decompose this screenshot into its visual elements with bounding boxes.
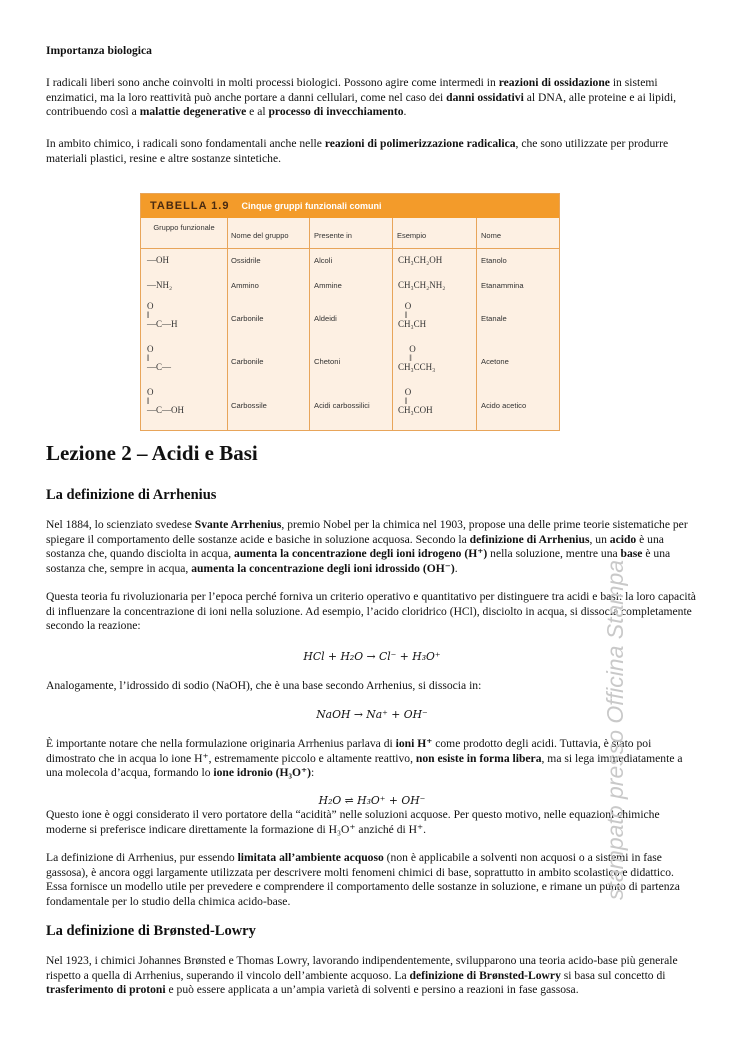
table-row-2-example: CH₃CH₂NH₂	[398, 280, 446, 290]
functional-groups-table	[140, 193, 560, 431]
table-header-group: Gruppo funzionale	[153, 223, 215, 232]
table-row-1-group: —OH	[147, 255, 169, 265]
table-row-4-compound: Acetone	[481, 357, 509, 366]
paragraph-radicali-biologici: I radicali liberi sono anche coinvolti in molti processi biologici. Possono agire come intermedi in reazioni di ossidazione in sistemi enzimatici, ma la loro reattività può anche portare a danni cellulari, come nel caso dei danni ossidativi al DNA, alle proteine e ai lipidi, contribuendo così a malattie degenerative e al processo di invecchiamento.	[46, 76, 677, 119]
section-title-arrhenius: La definizione di Arrhenius	[46, 487, 217, 503]
equation-naoh: NaOH → Na⁺ + OH⁻	[316, 708, 428, 721]
table-row-5-compound: Acido acetico	[481, 401, 527, 410]
table-row-2-present: Ammine	[314, 281, 342, 290]
table-header-name: Nome del gruppo	[231, 231, 289, 240]
table-row-4-present: Chetoni	[314, 357, 341, 366]
lesson-title: Lezione 2 – Acidi e Basi	[46, 441, 258, 465]
equation-water: H₂O ⇌ H₃O⁺ + OH⁻	[318, 794, 426, 807]
table-row-3-compound: Etanale	[481, 314, 507, 323]
table-row-3-example: O ‖ CH₃CH	[398, 301, 427, 329]
table-row-3-name: Carbonile	[231, 314, 264, 323]
paragraph-arrhenius-limits: La definizione di Arrhenius, pur essendo limitata all’ambiente acquoso (non è applicabile a solventi non acquosi o a sistemi in fase gassosa), è ancora oggi largamente utilizzata per descrivere molti fenomeni chimici di base, soprattutto in ambito scolastico e didattico. Essa fornisce un modello utile per prevedere e comprendere il comportamento delle sostanze in soluzione, e rimane un punto di partenza fondamentale per lo studio della chimica acido-base.	[46, 851, 680, 908]
paragraph-naoh: Analogamente, l’idrossido di sodio (NaOH), che è una base secondo Arrhenius, si dissocia in:	[46, 679, 482, 692]
table-row-1-name: Ossidrile	[231, 256, 261, 265]
table-row-1-example: CH₃CH₂OH	[398, 255, 443, 265]
table-row-2-group: —NH₂	[147, 280, 173, 290]
table-header-bar	[141, 194, 559, 218]
watermark-text: stampato presso Officina Stampa	[602, 559, 628, 900]
table-row-2-name: Ammino	[231, 281, 259, 290]
table-row-1-present: Alcoli	[314, 256, 333, 265]
table-header-present: Presente in	[314, 231, 352, 240]
paragraph-arrhenius-intro: Nel 1884, lo scienziato svedese Svante Arrhenius, premio Nobel per la chimica nel 1903, propose una delle prime teorie sistematiche per spiegare il comportamento delle sostanze acide e basiche in soluzione acquosa. Secondo la definizione di Arrhenius, un acido è una sostanza che, quando disciolta in acqua, aumenta la concentrazione degli ioni idrogeno (H⁺) nella soluzione, mentre una base è una sostanza che, sempre in acqua, aumenta la concentrazione degli ioni idrossido (OH⁻).	[46, 518, 688, 575]
table-title: Cinque gruppi funzionali comuni	[241, 201, 382, 211]
table-row-5-name: Carbossile	[231, 401, 267, 410]
table-row-4-name: Carbonile	[231, 357, 264, 366]
paragraph-bronsted: Nel 1923, i chimici Johannes Brønsted e Thomas Lowry, lavorando indipendentemente, svilupparono una teoria acido-base più generale rispetto a quella di Arrhenius, superando il vincolo dell’ambiente acquoso. La definizione di Brønsted-Lowry si basa sul concetto di trasferimento di protoni e può essere applicata a un’ampia varietà di solventi e persino a reazioni in fase gassosa.	[46, 954, 678, 997]
table-header-compound: Nome	[481, 231, 502, 240]
paragraph-idronio: È importante notare che nella formulazione originaria Arrhenius parlava di ioni H⁺ come prodotto degli acidi. Tuttavia, è stato poi dimostrato che in acqua lo ione H⁺, estremamente piccolo e altamente reattivo, non esiste in forma libera, ma si lega immediatamente a una molecola d’acqua, formando lo ione idronio (H₃O⁺):	[46, 737, 683, 780]
paragraph-radicali-chimici: In ambito chimico, i radicali sono fondamentali anche nelle reazioni di polimerizzazione radicalica, che sono utilizzate per produrre materiali plastici, resine e altre sostanze sintetiche.	[46, 137, 669, 165]
table-row-4-example: O ‖ CH₃CCH₃	[398, 344, 436, 372]
table-row-3-group: O ‖ —C—H	[147, 301, 178, 329]
table-number: TABELLA 1.9	[150, 200, 230, 212]
paragraph-arrhenius-theory: Questa teoria fu rivoluzionaria per l’epoca perché forniva un criterio operativo e quantitativo per distinguere tra acidi e basi: la loro capacità di influenzare la concentrazione di ioni nella soluzione. Ad esempio, l’acido cloridrico (HCl), disciolto in acqua, si dissocia completamente secondo la reazione:	[46, 590, 696, 633]
table-row-5-group: O ‖ —C—OH	[147, 387, 185, 415]
table-header-example: Esempio	[397, 231, 427, 240]
section-title-importanza-biologica: Importanza biologica	[46, 44, 152, 57]
equation-hcl: HCl + H₂O → Cl⁻ + H₃O⁺	[303, 650, 441, 663]
section-title-bronsted: La definizione di Brønsted-Lowry	[46, 923, 256, 939]
paragraph-acidita: Questo ione è oggi considerato il vero portatore della “acidità” nelle soluzioni acquose. Per questo motivo, nelle equazioni chimiche moderne si preferisce indicare direttamente la formazione di H₃O⁺ anziché di H⁺.	[46, 808, 660, 836]
table-row-3-present: Aldeidi	[314, 314, 337, 323]
table-row-2-compound: Etanammina	[481, 281, 524, 290]
table-row-5-example: O ‖ CH₃COH	[398, 387, 433, 415]
table-row-1-compound: Etanolo	[481, 256, 507, 265]
table-row-4-group: O ‖ —C—	[147, 344, 172, 372]
table-row-5-present: Acidi carbossilici	[314, 401, 370, 410]
